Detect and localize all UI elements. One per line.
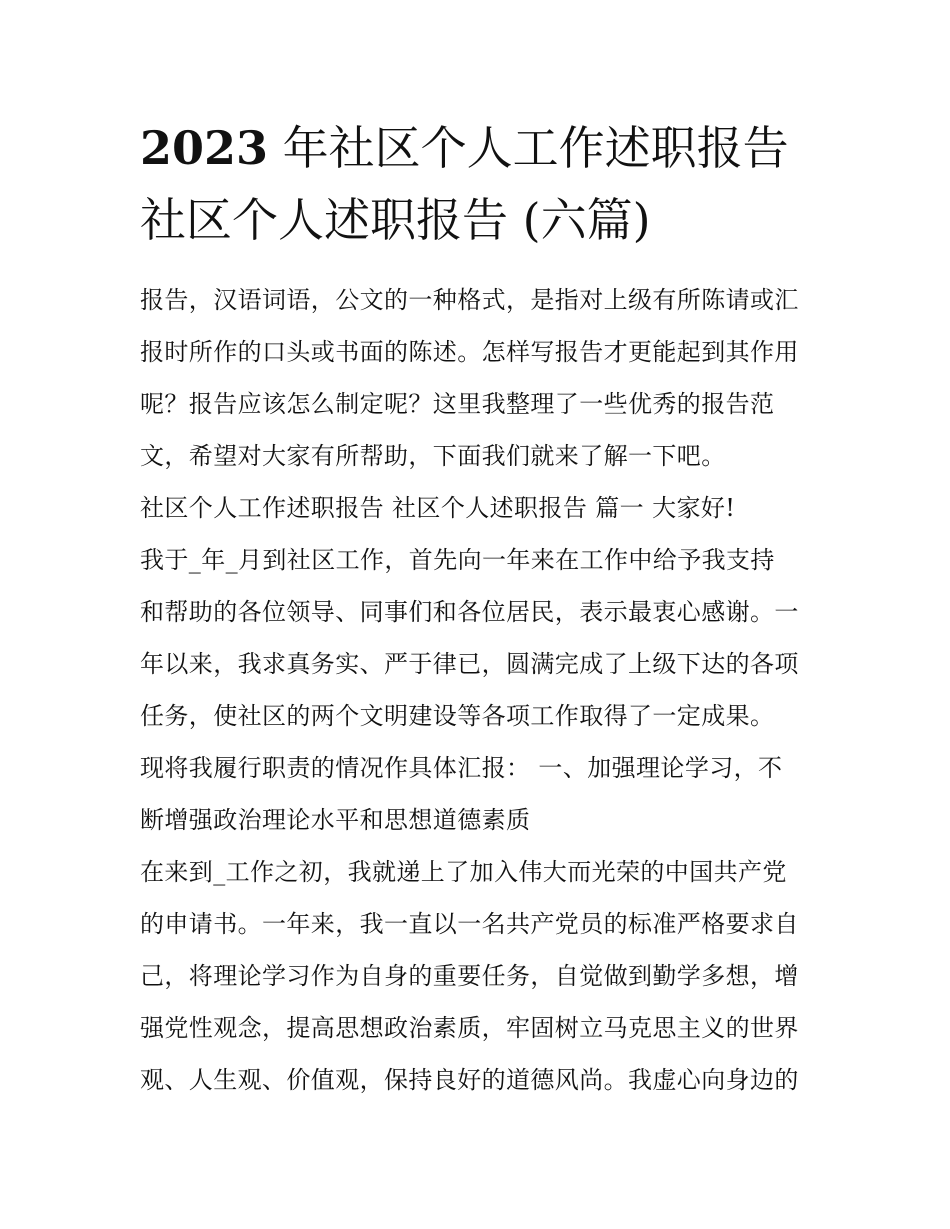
body-line: 文，希望对大家有所帮助，下面我们就来了解一下吧。 — [140, 442, 726, 470]
body-line: 任务，使社区的两个文明建设等各项工作取得了一定成果。 — [140, 702, 775, 730]
document-title — [140, 112, 815, 256]
body-line: 断增强政治理论水平和思想道德素质 — [140, 806, 531, 834]
body-line: 在来到_工作之初，我就递上了加入伟大而光荣的中国共产党 — [140, 858, 787, 886]
body-line: 和帮助的各位领导、同事们和各位居民，表示最衷心感谢。一 — [140, 598, 799, 626]
document-body — [140, 274, 815, 1106]
body-line: 强党性观念，提高思想政治素质，牢固树立马克思主义的世界 — [140, 1014, 799, 1042]
body-line: 报告，汉语词语，公文的一种格式，是指对上级有所陈请或汇 — [140, 286, 799, 314]
title-text: 年社区个人工作述职报告社区个人述职报告 (六篇) — [140, 121, 789, 247]
body-line: 呢？报告应该怎么制定呢？这里我整理了一些优秀的报告范 — [140, 390, 775, 418]
document-content — [140, 112, 815, 1106]
body-line: 观、人生观、价值观，保持良好的道德风尚。我虚心向身边的 — [140, 1066, 799, 1094]
body-line: 己，将理论学习作为自身的重要任务，自觉做到勤学多想，增 — [140, 962, 799, 990]
title-year: 2023 — [140, 121, 269, 175]
section-heading-line: 社区个人工作述职报告 社区个人述职报告 篇一 大家好! — [140, 494, 736, 522]
body-line: 报时所作的口头或书面的陈述。怎样写报告才更能起到其作用 — [140, 338, 799, 366]
body-line: 年以来，我求真务实、严于律已，圆满完成了上级下达的各项 — [140, 650, 799, 678]
body-line: 的申请书。一年来，我一直以一名共产党员的标准严格要求自 — [140, 910, 799, 938]
body-line: 我于_年_月到社区工作，首先向一年来在工作中给予我支持 — [140, 546, 775, 574]
body-line: 现将我履行职责的情况作具体汇报： 一、加强理论学习，不 — [140, 754, 783, 782]
